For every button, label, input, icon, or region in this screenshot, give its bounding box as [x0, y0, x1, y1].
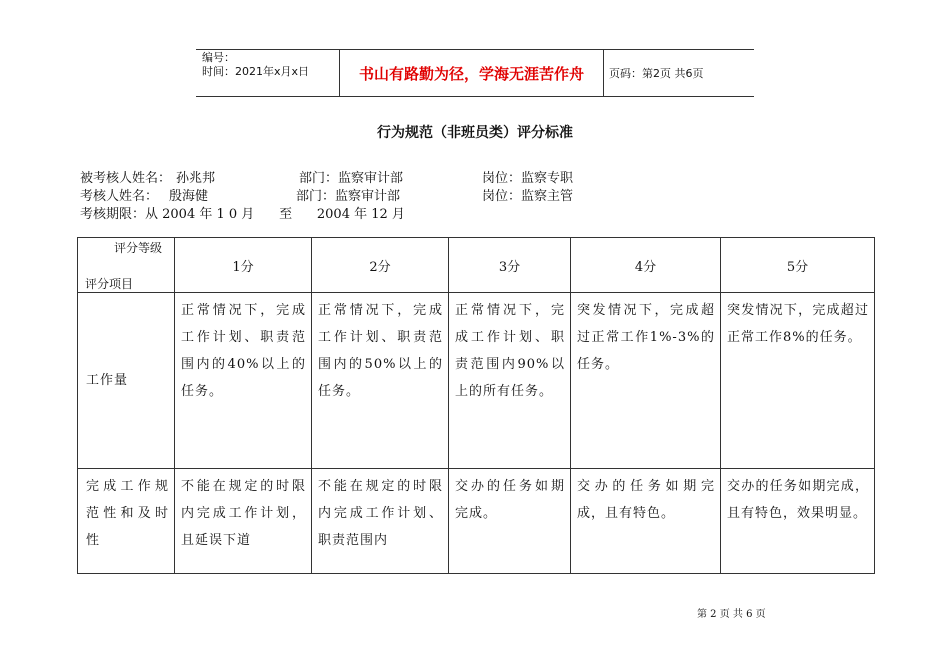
- header-time: 时间：2021年x月x日: [202, 65, 310, 78]
- scoring-table: [77, 237, 875, 574]
- level-header-3: 3分: [449, 238, 571, 293]
- table-row: [78, 469, 875, 574]
- item-workload: 工作量: [78, 293, 175, 469]
- level-header-5: 5分: [721, 238, 875, 293]
- header-page-number: 页码：第2页 共6页: [609, 67, 704, 80]
- level-header-1: 1分: [175, 238, 312, 293]
- header-motto: 书山有路勤为径，学海无涯苦作舟: [358, 65, 584, 83]
- level-header-2: 2分: [312, 238, 449, 293]
- header-top-rule: [196, 49, 754, 50]
- header-meta: [202, 51, 309, 79]
- examinee-post: 岗位：监察专职: [482, 171, 574, 186]
- examiner-department: 部门：监察审计部: [296, 189, 401, 204]
- header-bottom-rule: [196, 96, 754, 97]
- criterion-cell: 正常情况下，完成工作计划、职责范围内的40%以上的任务。: [175, 293, 312, 469]
- examiner-label: 考核人姓名：: [80, 189, 159, 204]
- corner-header-cell: [78, 238, 175, 293]
- criterion-cell: 正常情况下，完成工作计划、职责范围内90%以上的所有任务。: [449, 293, 571, 469]
- item-axis-label: 评分项目: [85, 277, 134, 291]
- level-header-4: 4分: [571, 238, 721, 293]
- table-header-row: [78, 238, 875, 293]
- examinee-name: 孙兆邦: [176, 171, 216, 186]
- examiner-post: 岗位：监察主管: [482, 189, 574, 204]
- examinee-label: 被考核人姓名：: [80, 171, 172, 186]
- page-footer: 第 2 页 共 6 页: [697, 609, 766, 620]
- criterion-cell: 交办的任务如期完成，且有特色，效果明显。: [721, 469, 875, 574]
- table-row: [78, 293, 875, 469]
- criterion-cell: 正常情况下，完成工作计划、职责范围内的50%以上的任务。: [312, 293, 449, 469]
- document-title: 行为规范（非班员类）评分标准: [377, 125, 573, 141]
- item-standardization-timeliness: 完成工作规范性和及时性: [78, 469, 175, 574]
- criterion-cell: 不能在规定的时限内完成工作计划、职责范围内: [312, 469, 449, 574]
- criterion-cell: 不能在规定的时限内完成工作计划，且延误下道: [175, 469, 312, 574]
- examiner-name: 殷海健: [169, 189, 209, 204]
- criterion-cell: 交办的任务如期完成。: [449, 469, 571, 574]
- header-number-label: 编号：: [202, 51, 235, 64]
- assessment-period: 考核期限：从 2004 年 1 0 月 至 2004 年 12 月: [80, 207, 405, 222]
- criterion-cell: 突发情况下，完成超过正常工作1%-3%的任务。: [571, 293, 721, 469]
- examinee-department: 部门：监察审计部: [299, 171, 404, 186]
- grade-axis-label: 评分等级: [114, 241, 163, 255]
- header-divider-right: [603, 49, 604, 96]
- criterion-cell: 交办的任务如期完成，且有特色。: [571, 469, 721, 574]
- criterion-cell: 突发情况下，完成超过正常工作8%的任务。: [721, 293, 875, 469]
